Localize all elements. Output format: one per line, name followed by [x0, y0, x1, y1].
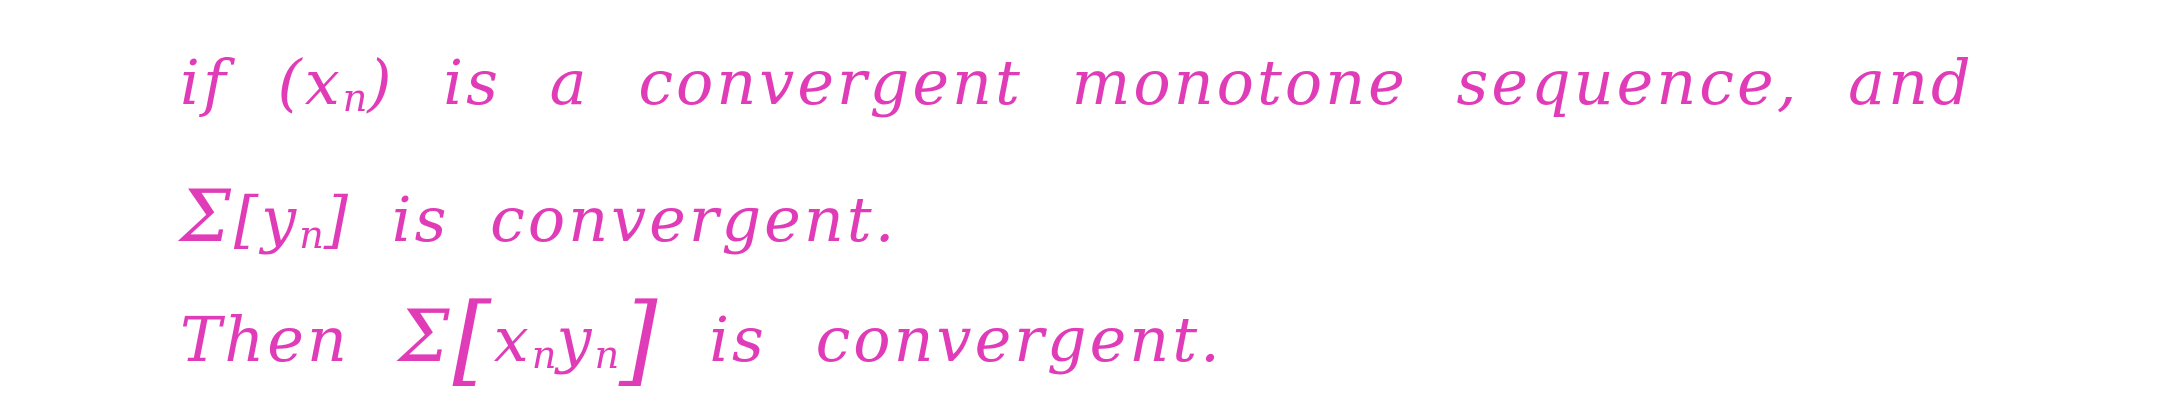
line1-variable-x: x — [304, 46, 343, 119]
line3-summation-sign: Σ — [398, 294, 453, 378]
line1-suffix: ) is a convergent monotone sequence, and — [367, 46, 1974, 119]
line3-variable-y: y — [556, 303, 595, 376]
line2-open-bracket: [ — [233, 183, 262, 256]
line3-suffix: is convergent. — [660, 303, 1223, 376]
line2-variable-y: y — [261, 183, 300, 256]
line3-prefix: Then — [180, 303, 399, 376]
note-line-1 — [180, 46, 1974, 121]
line1-subscript-n: n — [342, 75, 368, 121]
line3-variable-x: x — [493, 303, 532, 376]
line3-open-bracket: [ — [452, 282, 494, 397]
line2-close-bracket: ] — [323, 183, 352, 256]
line3-close-bracket: ] — [619, 282, 661, 397]
line3-subscript-n-2: n — [594, 332, 620, 378]
line1-prefix: if ( — [180, 46, 305, 119]
note-line-2 — [180, 174, 898, 258]
line3-subscript-n-1: n — [531, 332, 557, 378]
line2-suffix: is convergent. — [351, 183, 898, 256]
line2-subscript-n: n — [299, 212, 324, 258]
note-line-3 — [180, 282, 1223, 397]
line2-summation-sign: Σ — [180, 174, 234, 258]
